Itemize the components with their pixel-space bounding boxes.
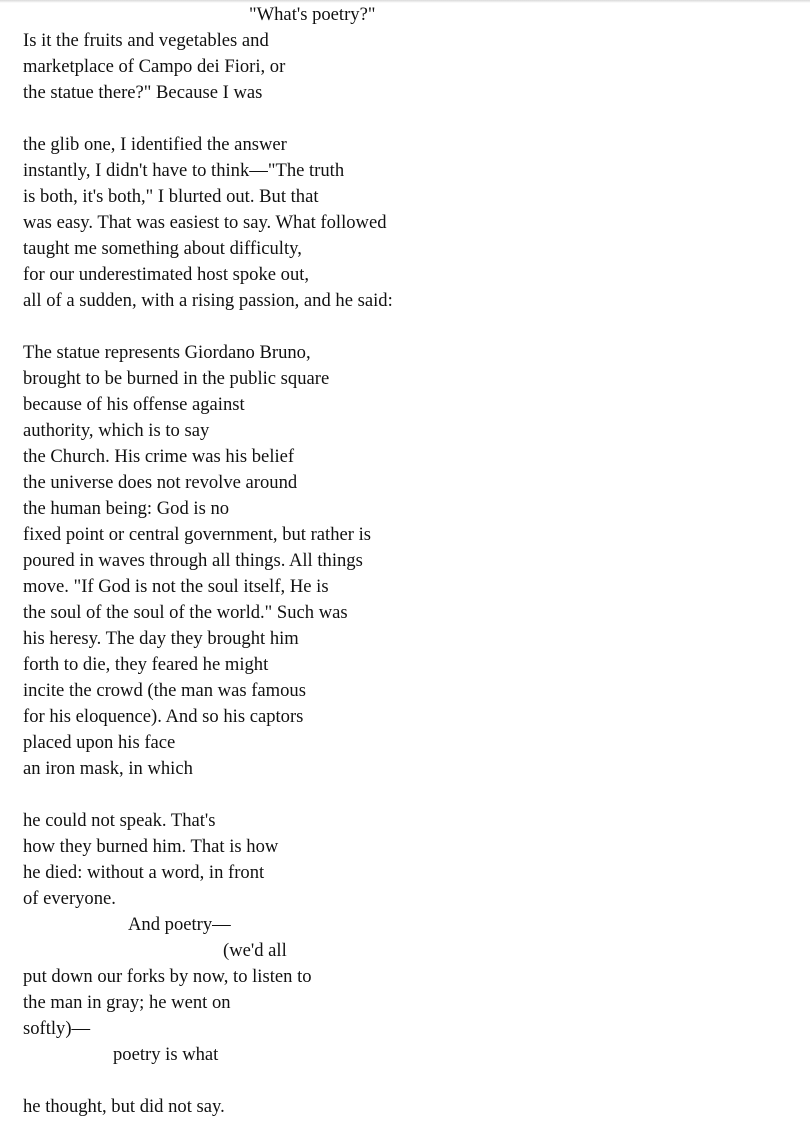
poem-final-line: he thought, but did not say.: [23, 1096, 225, 1117]
poem-line: incite the crowd (the man was famous: [23, 680, 306, 701]
poem-line: was easy. That was easiest to say. What followed: [23, 212, 387, 233]
poem-text: [23, 2, 803, 1120]
poem-line: Is it the fruits and vegetables and: [23, 30, 269, 51]
poem-line: taught me something about difficulty,: [23, 238, 302, 259]
poem-line: instantly, I didn't have to think—"The truth: [23, 160, 345, 181]
stanza-break: [23, 782, 803, 808]
poem-line: the glib one, I identified the answer: [23, 134, 287, 155]
poem-line: authority, which is to say: [23, 420, 210, 441]
poem-line: all of a sudden, with a rising passion, and he said:: [23, 290, 393, 311]
poem-line: he could not speak. That's: [23, 810, 216, 831]
poem-line: softly)—: [23, 1018, 91, 1039]
poem-line: forth to die, they feared he might: [23, 654, 269, 675]
poem-line: his heresy. The day they brought him: [23, 628, 299, 649]
poem-line: the man in gray; he went on: [23, 992, 231, 1013]
poem-line: the Church. His crime was his belief: [23, 446, 295, 467]
poem-line: he died: without a word, in front: [23, 862, 265, 883]
poem-line: placed upon his face: [23, 732, 176, 753]
poem-line-and-poetry: And poetry—: [128, 914, 231, 935]
stanza-break: [23, 314, 803, 340]
poem-line: the statue there?" Because I was: [23, 82, 263, 103]
poem-line-poetry-is-what: poetry is what: [113, 1044, 219, 1065]
poem-line: how they burned him. That is how: [23, 836, 279, 857]
poem-line: marketplace of Campo dei Fiori, or: [23, 56, 286, 77]
poem-line: fixed point or central government, but rather is: [23, 524, 372, 545]
poem-line: put down our forks by now, to listen to: [23, 966, 312, 987]
poem-line: brought to be burned in the public square: [23, 368, 330, 389]
poem-line: poured in waves through all things. All things: [23, 550, 363, 571]
poem-line: for his eloquence). And so his captors: [23, 706, 304, 727]
poem-line: the universe does not revolve around: [23, 472, 298, 493]
poem-line-wed-all: (we'd all: [223, 940, 287, 961]
poem-line: move. "If God is not the soul itself, He is: [23, 576, 329, 597]
poem-line: for our underestimated host spoke out,: [23, 264, 310, 285]
poem-line: of everyone.: [23, 888, 116, 909]
poem-title-line: "What's poetry?": [249, 4, 376, 25]
poem-line: the human being: God is no: [23, 498, 230, 519]
poem-line: is both, it's both," I blurted out. But that: [23, 186, 319, 207]
poem-line: an iron mask, in which: [23, 758, 193, 779]
stanza-break: [23, 1068, 803, 1094]
stanza-break: [23, 106, 803, 132]
poem-line: because of his offense against: [23, 394, 245, 415]
poem-line: The statue represents Giordano Bruno,: [23, 342, 311, 363]
poem-line: the soul of the soul of the world." Such was: [23, 602, 348, 623]
